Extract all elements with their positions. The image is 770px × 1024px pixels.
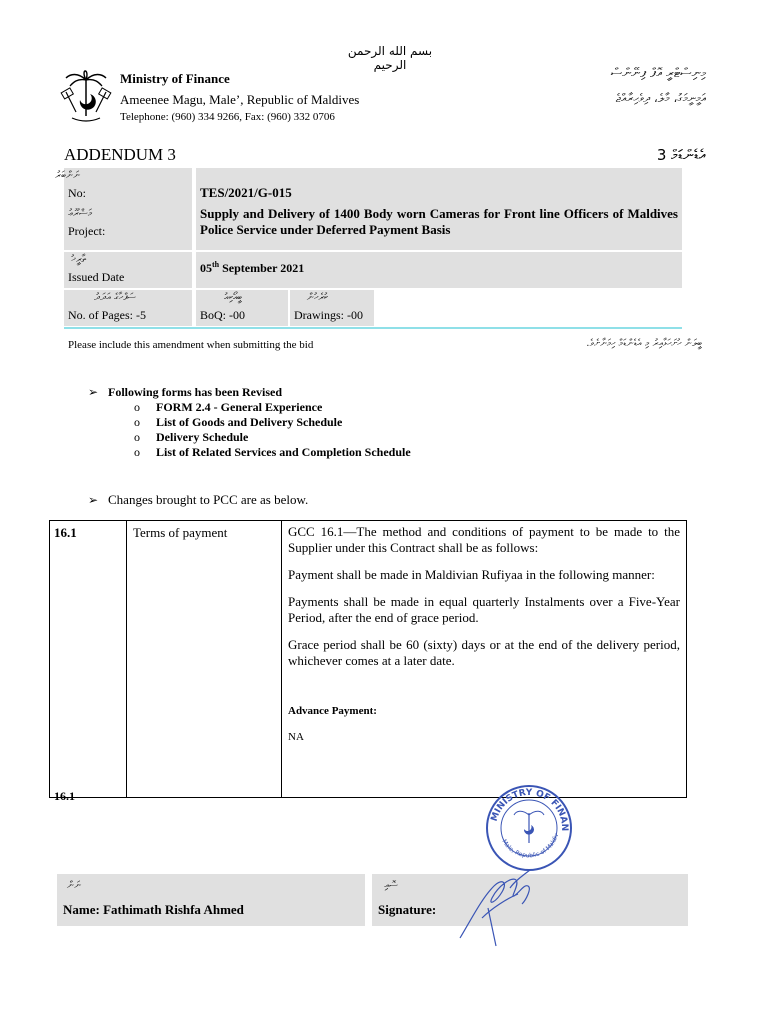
clause-paragraph: Grace period shall be 60 (sixty) days or at the end of the delivery period, whichever comes at a later date. [288,637,680,668]
arrow-bullet-icon: ➢ [88,493,99,507]
dhivehi-ministry: މިނިސްޓްރީ އޮފް ފިނޭންސް [610,66,706,81]
pages-label-dhivehi: ސަފްހާގެ އަދަދު [94,292,136,303]
project-label-dhivehi: މަޝްރޫޢު [68,208,92,219]
ministry-address: Ameenee Magu, Male’, Republic of Maldives [120,92,360,107]
revisions-intro: Following forms has been Revised [108,385,282,399]
revised-item [88,445,588,460]
issued-date-day: 05 [200,261,212,275]
revised-item [88,430,588,445]
boq-count: BoQ: -00 [200,308,245,322]
clause-number-footer: 16.1 [54,789,75,803]
revised-item-label: List of Related Services and Completion Schedule [156,445,411,459]
date-value-cell [196,252,682,288]
clause-body [282,521,687,798]
issued-date [196,252,682,276]
table-row [50,521,687,798]
pages-count: No. of Pages: -5 [68,308,146,322]
issued-date-suffix: th [212,260,220,269]
circle-bullet-icon: o [134,445,140,459]
advance-payment-label: Advance Payment: [288,705,377,717]
ministry-contact: Telephone: (960) 334 9266, Fax: (960) 332 0706 [120,111,335,123]
signature-label: Signature: [378,902,437,917]
pcc-intro-text: Changes brought to PCC are as below. [108,492,309,507]
clause-paragraph: GCC 16.1—The method and conditions of payment to be made to the Supplier under this Contract shall be as follows: [288,524,680,555]
stamp-subtext: Male, Republic of Maldiv [500,832,561,860]
project-description: Supply and Delivery of 1400 Body worn Cameras for Front line Officers of Maldives Police Service under Deferred Payment Basis [200,206,678,237]
addendum-title-dhivehi: އެޑެންޑަމް 3 [656,146,706,164]
officer-name: Name: Fathimath Rishfa Ahmed [63,902,244,917]
date-label-dhivehi: ތާރީޚު [71,254,86,265]
revised-item-label: List of Goods and Delivery Schedule [156,415,343,429]
revisions-section [88,385,588,460]
clause-paragraph: Payment shall be made in Maldivian Rufiyaa in the following manner: [288,567,655,582]
pages-cell [64,290,192,326]
clause-number: 16.1 [50,521,127,798]
name-label-dhivehi: ނަން [66,880,81,891]
clause-paragraph: Payments shall be made in equal quarterly Instalments over a Five-Year Period, after the end of grace period. [288,594,680,625]
arrow-bullet-icon: ➢ [88,385,99,399]
no-value-cell [196,168,682,206]
project-value-cell [196,206,682,250]
boq-cell [196,290,288,326]
signature-label-dhivehi: ސޮއި [384,880,398,891]
notice-dhivehi: ބީލަން ހުށަހަޅާއިރު މި އެޑެންޑަމް ހިމަނާށެވެ. [586,338,702,349]
advance-payment-value: NA [288,731,304,743]
circle-bullet-icon: o [134,400,140,414]
tender-number: TES/2021/G-015 [200,185,292,200]
pcc-intro [88,492,308,508]
project-label-cell [64,206,192,250]
revised-item-label: FORM 2.4 - General Experience [156,400,323,414]
drawings-count: Drawings: -00 [294,308,363,322]
name-cell [57,874,365,926]
dhivehi-address: އަމީނީމަގު، މާލެ، ދިވެހިރާއްޖެ [615,91,706,105]
drawings-cell [290,290,374,326]
project-label: Project: [68,224,106,238]
addendum-title: ADDENDUM 3 [64,145,176,164]
circle-bullet-icon: o [134,430,140,444]
circle-bullet-icon: o [134,415,140,429]
issued-date-rest: September 2021 [219,261,305,275]
notice-text: Please include this amendment when submitting the bid [68,339,314,351]
stamp-text: MINISTRY OF FINAN [489,787,570,832]
clause-heading: Terms of payment [127,521,282,798]
bismillah: بسم الله الرحمن الرحيم [347,44,433,72]
drawings-label-dhivehi: ކުރެހުން [306,292,328,303]
boq-label-dhivehi: ބީއޯކިއު [224,292,242,303]
handwritten-signature [452,858,542,950]
no-label-dhivehi: ނަންބަރު [55,170,80,181]
maldives-emblem-icon [58,66,114,126]
date-label-cell [64,252,192,288]
ministry-name: Ministry of Finance [120,71,230,86]
divider-line [64,327,682,329]
revised-item-label: Delivery Schedule [156,430,249,444]
no-label: No: [68,186,86,200]
date-label: Issued Date [68,270,125,284]
revised-item [88,415,588,430]
no-label-cell [55,168,192,206]
revised-item [88,400,588,415]
pcc-table [49,520,687,798]
